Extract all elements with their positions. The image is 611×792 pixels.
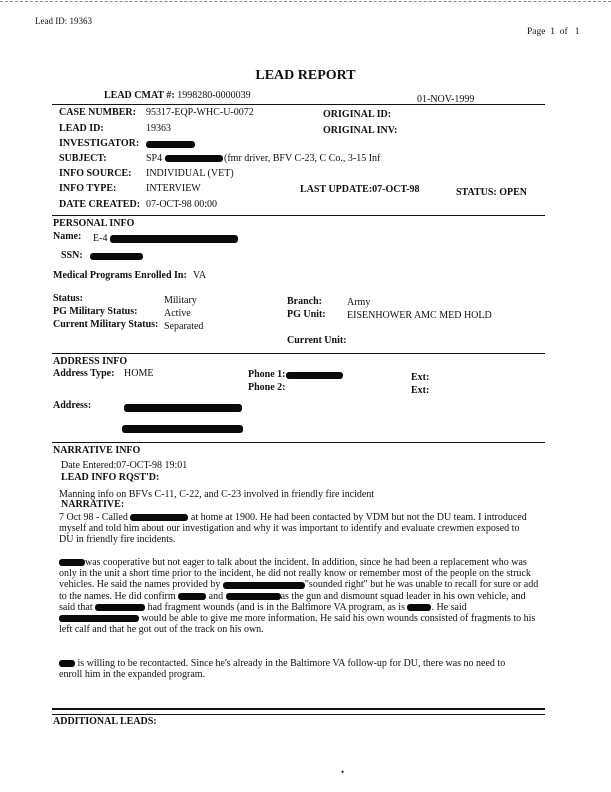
address-info-heading: ADDRESS INFO [53, 356, 128, 367]
address-type-label: Address Type: [53, 368, 115, 379]
cmat-value: 1998280-0000039 [177, 90, 251, 101]
redaction-investigator [146, 141, 195, 148]
lead-id-value: 19363 [146, 123, 171, 134]
original-id-label: ORIGINAL ID: [323, 109, 392, 120]
redaction-subject [165, 155, 223, 162]
divider-heavy [52, 708, 545, 710]
info-type-value: INTERVIEW [146, 183, 201, 194]
status-badge: STATUS: OPEN [456, 187, 528, 198]
narrative-paragraph-2 [59, 557, 544, 635]
divider [52, 442, 545, 443]
personal-info-heading: PERSONAL INFO [53, 218, 135, 229]
ssn-label: SSN: [61, 250, 83, 261]
redaction-inline [130, 514, 188, 521]
narrative-paragraph-3 [59, 658, 524, 680]
page-total: 1 [574, 27, 580, 37]
pg-unit-value: EISENHOWER AMC MED HOLD [347, 310, 492, 321]
redaction-address-line1 [124, 404, 242, 412]
original-inv-label: ORIGINAL INV: [323, 125, 398, 136]
redaction-inline [407, 604, 431, 611]
p1-start: 7 Oct 98 - Called [59, 512, 128, 523]
case-number-label: CASE NUMBER: [59, 107, 136, 118]
redaction-inline [178, 593, 206, 600]
divider [52, 353, 545, 354]
p3-text: is willing to be recontacted. Since he's already in the Baltimore VA follow-up for DU, there was no need to enroll him in the expanded program. [59, 658, 506, 681]
address-label: Address: [53, 400, 92, 411]
divider [52, 215, 545, 216]
address-type-value: HOME [124, 368, 154, 379]
branch-label: Branch: [287, 296, 322, 307]
medical-programs-value: VA [193, 270, 207, 281]
lead-info-rqst-label: LEAD INFO RQST'D: [61, 472, 160, 483]
p2-part-a: was cooperative but not eager to talk about the incident. In addition, since he had been a replacement who was only in the unit a short time prior to the incident, he did not really know or remember most of the people on the struck vehicles. He said the names provided by [59, 557, 531, 591]
p2-part-e: had fragment wounds (and is in the Baltimore VA program, as is [147, 601, 405, 613]
p2-part-d: as the gun and dismount squad leader in his own vehicle, and said that [59, 590, 526, 613]
cmat-date: 01-NOV-1999 [417, 94, 475, 105]
pg-unit-label: PG Unit: [287, 309, 326, 320]
redaction-inline [59, 660, 75, 667]
pg-military-status-value: Active [164, 308, 191, 319]
ext2-label: Ext: [411, 385, 430, 396]
current-unit-label: Current Unit: [287, 335, 347, 346]
redaction-phone1 [286, 372, 343, 379]
narrative-info-heading: NARRATIVE INFO [53, 445, 141, 456]
ext1-label: Ext: [411, 372, 430, 383]
lead-id-label: LEAD ID: [59, 123, 104, 134]
branch-value: Army [347, 297, 371, 308]
narrative-label: NARRATIVE: [61, 499, 125, 510]
info-source-value: INDIVIDUAL (VET) [146, 168, 234, 179]
redaction-inline [226, 593, 281, 600]
last-update: LAST UPDATE:07-OCT-98 [300, 184, 420, 195]
page-indicator [527, 27, 580, 37]
of-label: of [559, 27, 568, 37]
header-lead-id: Lead ID: 19363 [35, 16, 92, 26]
subject-prefix: SP4 [146, 153, 163, 164]
lead-info-rqst-text: Manning info on BFVs C-11, C-22, and C-23 involved in friendly fire incident [59, 489, 375, 500]
redaction-inline [59, 559, 85, 566]
redaction-inline [95, 604, 145, 611]
date-created-label: DATE CREATED: [59, 199, 141, 210]
cmat-line [104, 90, 251, 101]
date-entered: Date Entered:07-OCT-98 19:01 [61, 460, 188, 471]
page-title: LEAD REPORT [255, 68, 356, 83]
additional-leads-heading: ADDITIONAL LEADS: [53, 716, 157, 727]
scan-top-edge [0, 1, 611, 2]
status-label: Status: [53, 293, 84, 304]
name-label: Name: [53, 231, 82, 242]
phone1-label: Phone 1: [248, 369, 286, 380]
case-number-value: 95317-EQP-WHC-U-0072 [146, 107, 254, 118]
redaction-address-line2 [122, 425, 243, 433]
footer-mark: • [341, 767, 345, 777]
divider [52, 714, 545, 715]
p2-part-c: and [208, 590, 224, 602]
redaction-inline [59, 615, 139, 622]
p2-part-g: would be able to give me more information. He said his own wounds consisted of fragments to his left calf and that he got out of the track on his own. [59, 613, 536, 636]
date-created-value: 07-OCT-98 00:00 [146, 199, 218, 210]
p2-part-b: "sounded right" but he was unable to recall for sure or add to the names. He did confirm [59, 579, 539, 602]
investigator-label: INVESTIGATOR: [59, 138, 140, 149]
page-label: Page [527, 27, 546, 37]
narrative-paragraph-1 [59, 512, 529, 546]
status-value: Military [164, 295, 197, 306]
pg-military-status-label: PG Military Status: [53, 306, 138, 317]
page-number: 1 [550, 27, 555, 37]
p1-end: at home at 1900. He had been contacted by VDM but not the DU team. I introduced myself and told him about our investigation and why it was important to identify and evaluate crewmen exposed to DU in friendly fire incidents. [59, 512, 527, 546]
divider [52, 104, 545, 105]
info-type-label: INFO TYPE: [59, 183, 117, 194]
medical-programs-label: Medical Programs Enrolled In: [53, 270, 187, 281]
subject-suffix: (fmr driver, BFV C-23, C Co., 3-15 Inf [224, 153, 381, 164]
cmat-label: LEAD CMAT #: [104, 90, 175, 101]
p2-part-f: . He said [431, 601, 467, 613]
redaction-name [110, 235, 238, 243]
redaction-ssn [90, 253, 143, 260]
subject-label: SUBJECT: [59, 153, 107, 164]
phone2-label: Phone 2: [248, 382, 286, 393]
current-military-status-value: Separated [164, 321, 204, 332]
redaction-inline [223, 582, 305, 589]
info-source-label: INFO SOURCE: [59, 168, 132, 179]
name-prefix: E-4 [93, 233, 108, 244]
current-military-status-label: Current Military Status: [53, 319, 159, 330]
